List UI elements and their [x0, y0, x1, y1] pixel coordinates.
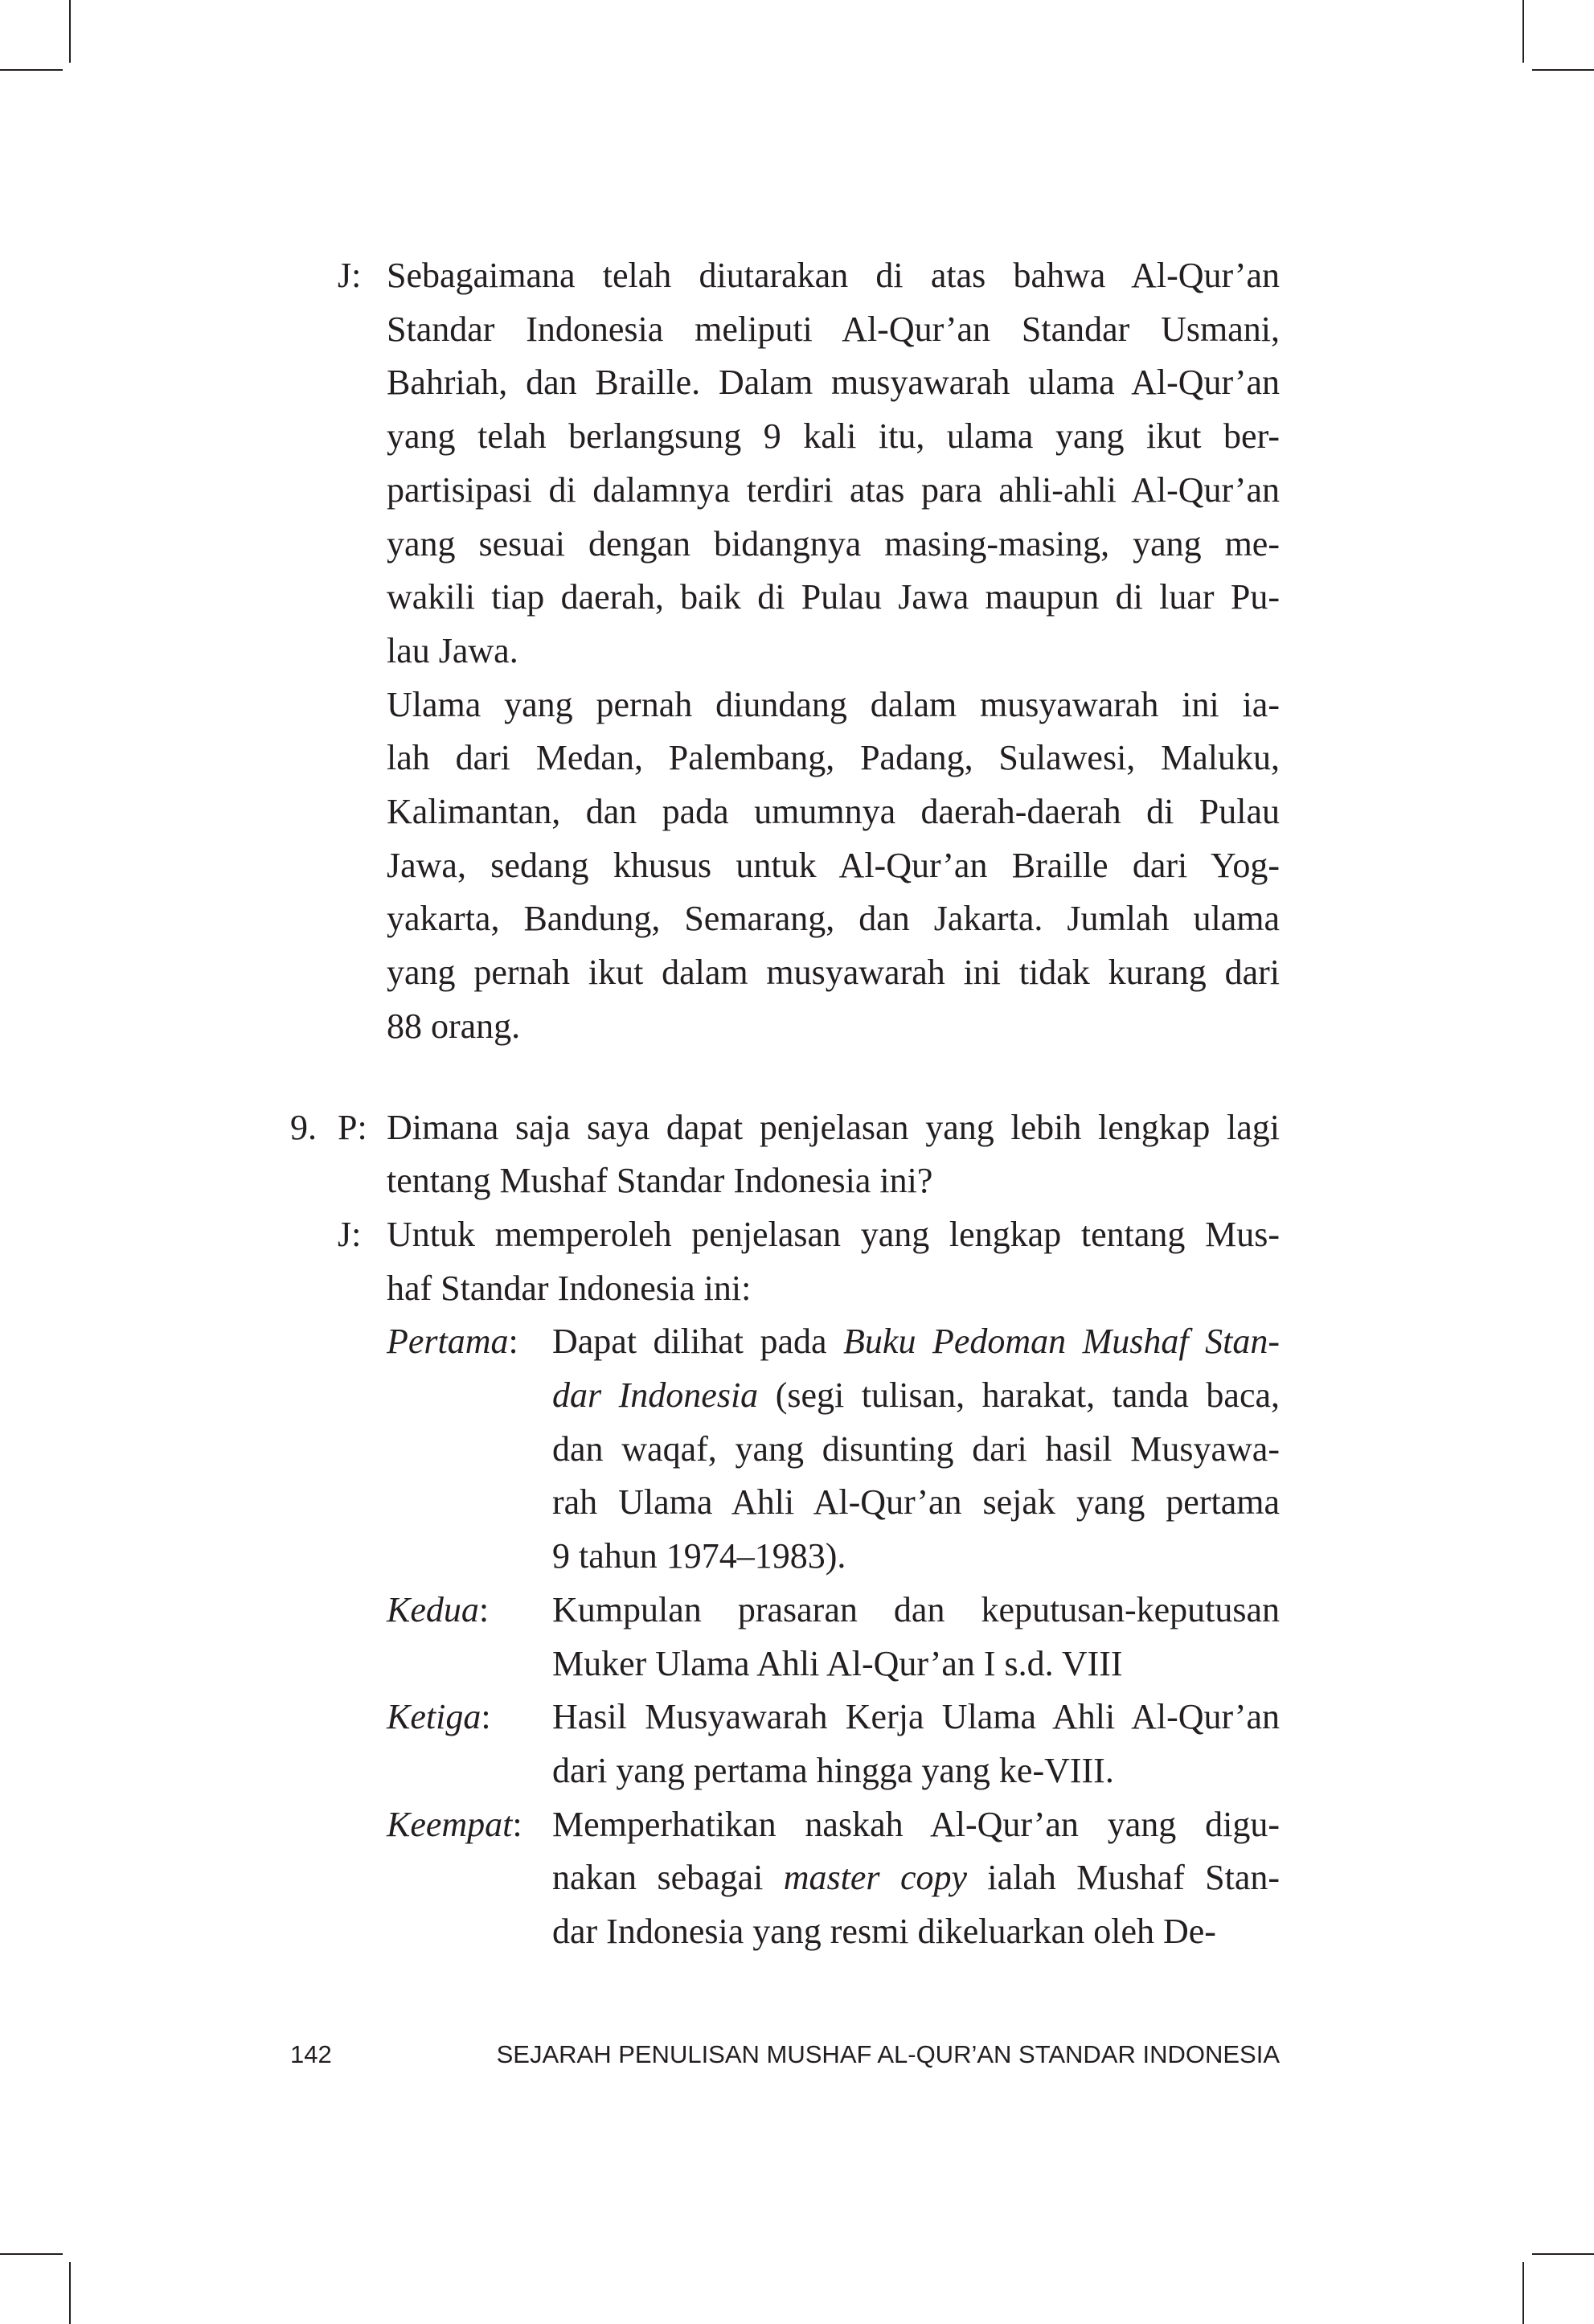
item-term: Ketiga: — [387, 1697, 491, 1737]
text-span: ialah Mushaf Stan- — [967, 1858, 1280, 1898]
item-term: Kedua: — [387, 1589, 490, 1629]
text-line — [552, 1851, 1280, 1905]
text-line: partisipasi di dalamnya terdiri atas para ahli-ahli Al-Qur’an — [387, 469, 1280, 510]
text-line: lah dari Medan, Palembang, Padang, Sulawesi, Maluku, — [387, 738, 1280, 778]
crop-mark-bottom-right-vertical — [1522, 2262, 1524, 2324]
text-line: yang pernah ikut dalam musyawarah ini tidak kurang dari — [387, 953, 1280, 993]
question-number: 9. — [290, 1107, 317, 1147]
answer-label: J: — [338, 256, 362, 295]
text-line: wakili tiap daerah, baik di Pulau Jawa maupun di luar Pu- — [387, 577, 1280, 617]
text-line: 88 orang. — [387, 1006, 521, 1046]
text-line: Hasil Musyawarah Kerja Ulama Ahli Al-Qur’an — [552, 1697, 1280, 1737]
text-line — [552, 1315, 1280, 1369]
text-span: (segi tulisan, harakat, tanda baca, — [758, 1375, 1280, 1415]
text-line: Sebagaimana telah diutarakan di atas bahwa Al-Qur’an — [387, 256, 1280, 295]
item-term: Keempat: — [387, 1804, 522, 1844]
text-line: dan waqaf, yang disunting dari hasil Musyawa- — [552, 1428, 1280, 1469]
text-span: Dapat dilihat pada — [552, 1322, 844, 1362]
crop-mark-bottom-right-horizontal — [1532, 2253, 1594, 2255]
text-line: Dimana saja saya dapat penjelasan yang lebih lengkap lagi — [387, 1107, 1280, 1147]
text-span: nakan sebagai — [552, 1858, 784, 1898]
text-line: Jawa, sedang khusus untuk Al-Qur’an Braille dari Yog- — [387, 845, 1280, 885]
crop-mark-top-right-vertical — [1522, 0, 1524, 63]
italic-text: Buku Pedoman Mushaf Stan- — [843, 1322, 1280, 1362]
text-line: Bahriah, dan Braille. Dalam musyawarah ulama Al-Qur’an — [387, 363, 1280, 403]
text-line: Kalimantan, dan pada umumnya daerah-daerah di Pulau — [387, 792, 1280, 831]
text-line: Untuk memperoleh penjelasan yang lengkap tentang Mus- — [387, 1214, 1280, 1254]
text-line: yakarta, Bandung, Semarang, dan Jakarta. Jumlah ulama — [387, 899, 1280, 939]
text-line: dari yang pertama hingga yang ke-VIII. — [552, 1750, 1114, 1790]
text-line: Muker Ulama Ahli Al-Qur’an I s.d. VIII — [552, 1643, 1123, 1683]
item-term: Pertama: — [387, 1322, 518, 1362]
crop-mark-top-left-vertical — [69, 0, 71, 63]
item-term-text: Keempat — [387, 1804, 513, 1844]
crop-mark-top-right-horizontal — [1532, 69, 1594, 71]
text-line: Ulama yang pernah diundang dalam musyawarah ini ia- — [387, 684, 1280, 724]
crop-mark-bottom-left-horizontal — [0, 2253, 63, 2255]
item-term-text: Ketiga — [387, 1697, 481, 1737]
text-line: yang telah berlangsung 9 kali itu, ulama yang ikut ber- — [387, 416, 1280, 457]
crop-mark-bottom-left-vertical — [69, 2262, 71, 2324]
text-line: yang sesuai dengan bidangnya masing-masing, yang me- — [387, 523, 1280, 564]
text-line: 9 tahun 1974–1983). — [552, 1536, 846, 1576]
text-line: lau Jawa. — [387, 630, 518, 670]
item-term-text: Pertama — [387, 1322, 509, 1362]
text-line: rah Ulama Ahli Al-Qur’an sejak yang pertama — [552, 1482, 1280, 1523]
text-line: dar Indonesia yang resmi dikeluarkan oleh De- — [552, 1912, 1216, 1951]
question-label: P: — [338, 1107, 367, 1147]
text-line: Kumpulan prasaran dan keputusan-keputusan — [552, 1589, 1280, 1629]
italic-text: dar Indonesia — [552, 1375, 759, 1415]
answer-label: J: — [338, 1214, 362, 1254]
crop-mark-top-left-horizontal — [0, 69, 63, 71]
running-title: SEJARAH PENULISAN MUSHAF AL-QUR’AN STANDAR INDONESIA — [496, 2040, 1280, 2068]
page-number: 142 — [290, 2040, 332, 2068]
italic-text: master copy — [783, 1858, 968, 1898]
text-line: Memperhatikan naskah Al-Qur’an yang digu- — [552, 1804, 1280, 1844]
item-term-text: Kedua — [387, 1589, 479, 1629]
text-line: haf Standar Indonesia ini: — [387, 1268, 752, 1308]
text-line: tentang Mushaf Standar Indonesia ini? — [387, 1161, 933, 1201]
text-line: Standar Indonesia meliputi Al-Qur’an Standar Usmani, — [387, 309, 1280, 349]
text-line — [552, 1369, 1280, 1423]
